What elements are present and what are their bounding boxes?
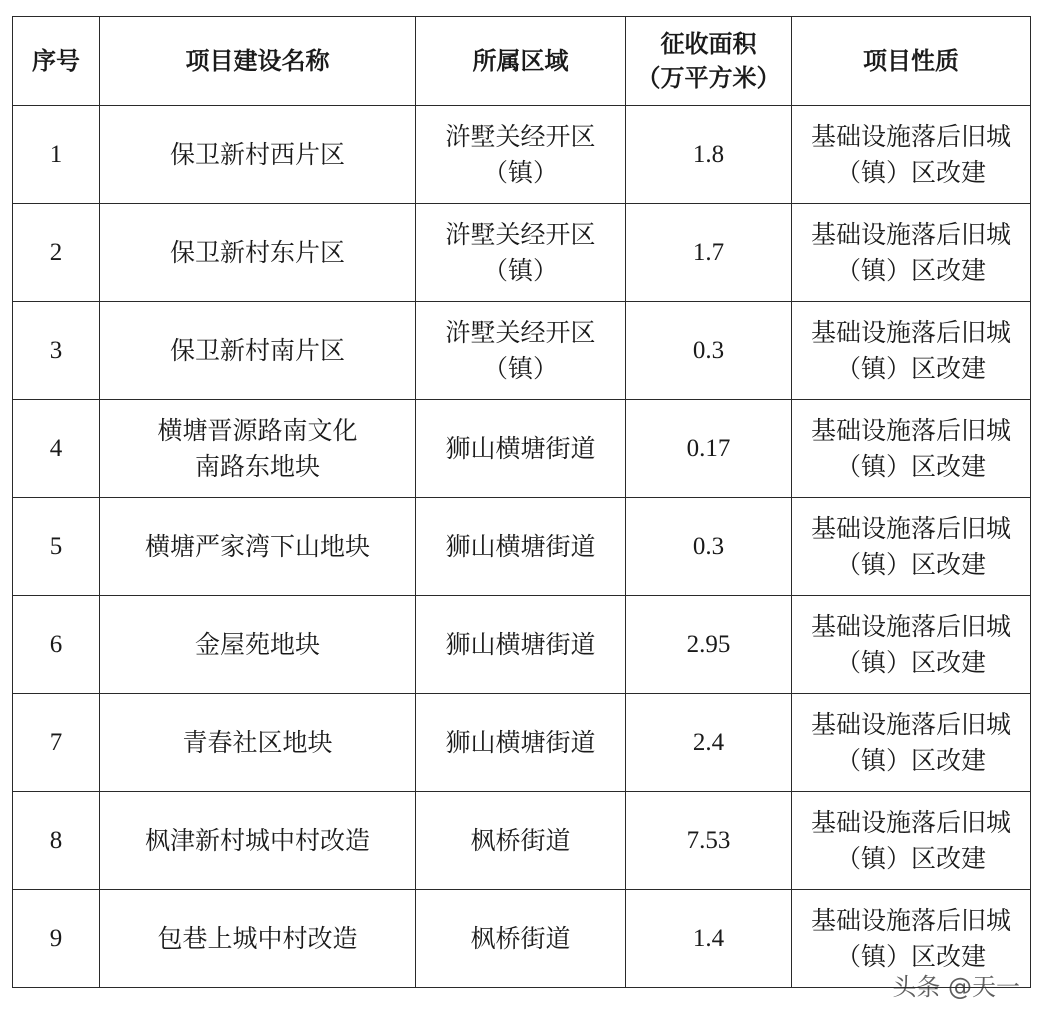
cell-name bbox=[100, 694, 416, 792]
cell-seq bbox=[13, 302, 100, 400]
cell-nature-line1: 基础设施落后旧城 bbox=[810, 317, 1011, 347]
cell-nature-line2: （镇）区改建 bbox=[835, 843, 986, 873]
cell-nature-line1: 基础设施落后旧城 bbox=[810, 611, 1011, 641]
cell-nature bbox=[792, 106, 1031, 204]
cell-size-line1: 1.7 bbox=[692, 238, 725, 266]
cell-name bbox=[100, 890, 416, 988]
table-row bbox=[13, 106, 1031, 204]
header-size-line1: 征收面积 bbox=[660, 30, 757, 58]
cell-area-line1: 浒墅关经开区 bbox=[445, 219, 596, 249]
cell-seq bbox=[13, 400, 100, 498]
cell-area-line2: （镇） bbox=[482, 353, 558, 383]
cell-seq bbox=[13, 792, 100, 890]
table-row bbox=[13, 694, 1031, 792]
cell-area-line2: （镇） bbox=[482, 157, 558, 187]
cell-area bbox=[416, 596, 626, 694]
cell-name-line1: 横塘严家湾下山地块 bbox=[144, 531, 370, 561]
cell-area bbox=[416, 302, 626, 400]
cell-nature bbox=[792, 596, 1031, 694]
cell-seq bbox=[13, 204, 100, 302]
expropriation-table bbox=[12, 16, 1031, 988]
table-row bbox=[13, 302, 1031, 400]
cell-size-line1: 1.4 bbox=[692, 924, 725, 952]
cell-size bbox=[626, 204, 792, 302]
cell-size bbox=[626, 792, 792, 890]
cell-size bbox=[626, 400, 792, 498]
cell-area bbox=[416, 204, 626, 302]
cell-size-line1: 2.95 bbox=[686, 630, 731, 658]
cell-area bbox=[416, 498, 626, 596]
cell-seq bbox=[13, 106, 100, 204]
cell-name-line1: 横塘晋源路南文化 bbox=[157, 415, 358, 445]
cell-name bbox=[100, 596, 416, 694]
cell-area bbox=[416, 890, 626, 988]
cell-size-line1: 0.3 bbox=[692, 532, 725, 560]
cell-seq-line1: 5 bbox=[49, 532, 63, 560]
header-area: 所属区域 bbox=[416, 17, 626, 106]
cell-nature-line2: （镇）区改建 bbox=[835, 941, 986, 971]
cell-name bbox=[100, 498, 416, 596]
cell-nature-line2: （镇）区改建 bbox=[835, 353, 986, 383]
cell-nature bbox=[792, 792, 1031, 890]
cell-size bbox=[626, 596, 792, 694]
table-row bbox=[13, 400, 1031, 498]
cell-name bbox=[100, 106, 416, 204]
header-nature: 项目性质 bbox=[792, 17, 1031, 106]
cell-seq-line1: 3 bbox=[49, 336, 63, 364]
cell-size-line1: 7.53 bbox=[686, 826, 731, 854]
cell-size-line1: 0.3 bbox=[692, 336, 725, 364]
cell-area-line2: （镇） bbox=[482, 255, 558, 285]
cell-nature-line1: 基础设施落后旧城 bbox=[810, 807, 1011, 837]
cell-area-line1: 狮山横塘街道 bbox=[445, 531, 596, 561]
cell-name-line1: 保卫新村南片区 bbox=[169, 335, 345, 365]
cell-nature-line2: （镇）区改建 bbox=[835, 451, 986, 481]
table-row bbox=[13, 792, 1031, 890]
cell-seq-line1: 9 bbox=[49, 924, 63, 952]
cell-name bbox=[100, 204, 416, 302]
cell-area bbox=[416, 400, 626, 498]
cell-nature bbox=[792, 204, 1031, 302]
cell-nature-line2: （镇）区改建 bbox=[835, 647, 986, 677]
cell-nature-line1: 基础设施落后旧城 bbox=[810, 415, 1011, 445]
cell-size bbox=[626, 694, 792, 792]
cell-area bbox=[416, 694, 626, 792]
cell-size bbox=[626, 302, 792, 400]
cell-seq-line1: 8 bbox=[49, 826, 63, 854]
cell-name bbox=[100, 400, 416, 498]
cell-seq bbox=[13, 694, 100, 792]
watermark: 头条 @天一 bbox=[892, 973, 1020, 1001]
cell-nature-line2: （镇）区改建 bbox=[835, 549, 986, 579]
cell-size bbox=[626, 106, 792, 204]
cell-seq bbox=[13, 890, 100, 988]
header-size bbox=[626, 17, 792, 106]
table-row bbox=[13, 596, 1031, 694]
cell-name-line1: 枫津新村城中村改造 bbox=[144, 825, 370, 855]
cell-nature-line1: 基础设施落后旧城 bbox=[810, 709, 1011, 739]
cell-nature-line1: 基础设施落后旧城 bbox=[810, 219, 1011, 249]
cell-nature bbox=[792, 498, 1031, 596]
cell-seq-line1: 4 bbox=[49, 434, 63, 462]
cell-size-line1: 0.17 bbox=[686, 434, 731, 462]
table-row bbox=[13, 890, 1031, 988]
cell-seq bbox=[13, 498, 100, 596]
table-row bbox=[13, 498, 1031, 596]
cell-size-line1: 1.8 bbox=[692, 140, 725, 168]
cell-name-line1: 保卫新村西片区 bbox=[169, 139, 345, 169]
cell-name-line1: 包巷上城中村改造 bbox=[157, 923, 358, 953]
cell-area-line1: 枫桥街道 bbox=[470, 825, 571, 855]
cell-area-line1: 狮山横塘街道 bbox=[445, 727, 596, 757]
cell-seq-line1: 6 bbox=[49, 630, 63, 658]
header-row bbox=[13, 17, 1031, 106]
header-name: 项目建设名称 bbox=[100, 17, 416, 106]
cell-nature bbox=[792, 400, 1031, 498]
cell-area bbox=[416, 792, 626, 890]
cell-nature-line2: （镇）区改建 bbox=[835, 255, 986, 285]
cell-name-line2: 南路东地块 bbox=[194, 451, 320, 481]
cell-nature-line1: 基础设施落后旧城 bbox=[810, 513, 1011, 543]
cell-area-line1: 狮山横塘街道 bbox=[445, 629, 596, 659]
cell-nature bbox=[792, 302, 1031, 400]
table-row bbox=[13, 204, 1031, 302]
cell-name bbox=[100, 302, 416, 400]
cell-name-line1: 保卫新村东片区 bbox=[169, 237, 345, 267]
cell-name-line1: 青春社区地块 bbox=[182, 727, 333, 757]
cell-seq-line1: 1 bbox=[49, 140, 63, 168]
cell-nature-line2: （镇）区改建 bbox=[835, 157, 986, 187]
cell-name bbox=[100, 792, 416, 890]
cell-size bbox=[626, 498, 792, 596]
cell-size bbox=[626, 890, 792, 988]
cell-nature bbox=[792, 694, 1031, 792]
cell-nature-line1: 基础设施落后旧城 bbox=[810, 121, 1011, 151]
cell-area-line1: 枫桥街道 bbox=[470, 923, 571, 953]
cell-area-line1: 狮山横塘街道 bbox=[445, 433, 596, 463]
cell-nature-line2: （镇）区改建 bbox=[835, 745, 986, 775]
header-size-line2: （万平方米） bbox=[636, 64, 781, 92]
cell-size-line1: 2.4 bbox=[692, 728, 725, 756]
cell-area-line1: 浒墅关经开区 bbox=[445, 317, 596, 347]
cell-area bbox=[416, 106, 626, 204]
header-seq: 序号 bbox=[13, 17, 100, 106]
cell-seq bbox=[13, 596, 100, 694]
cell-seq-line1: 7 bbox=[49, 728, 63, 756]
cell-nature-line1: 基础设施落后旧城 bbox=[810, 905, 1011, 935]
cell-area-line1: 浒墅关经开区 bbox=[445, 121, 596, 151]
cell-name-line1: 金屋苑地块 bbox=[194, 629, 320, 659]
cell-seq-line1: 2 bbox=[49, 238, 63, 266]
